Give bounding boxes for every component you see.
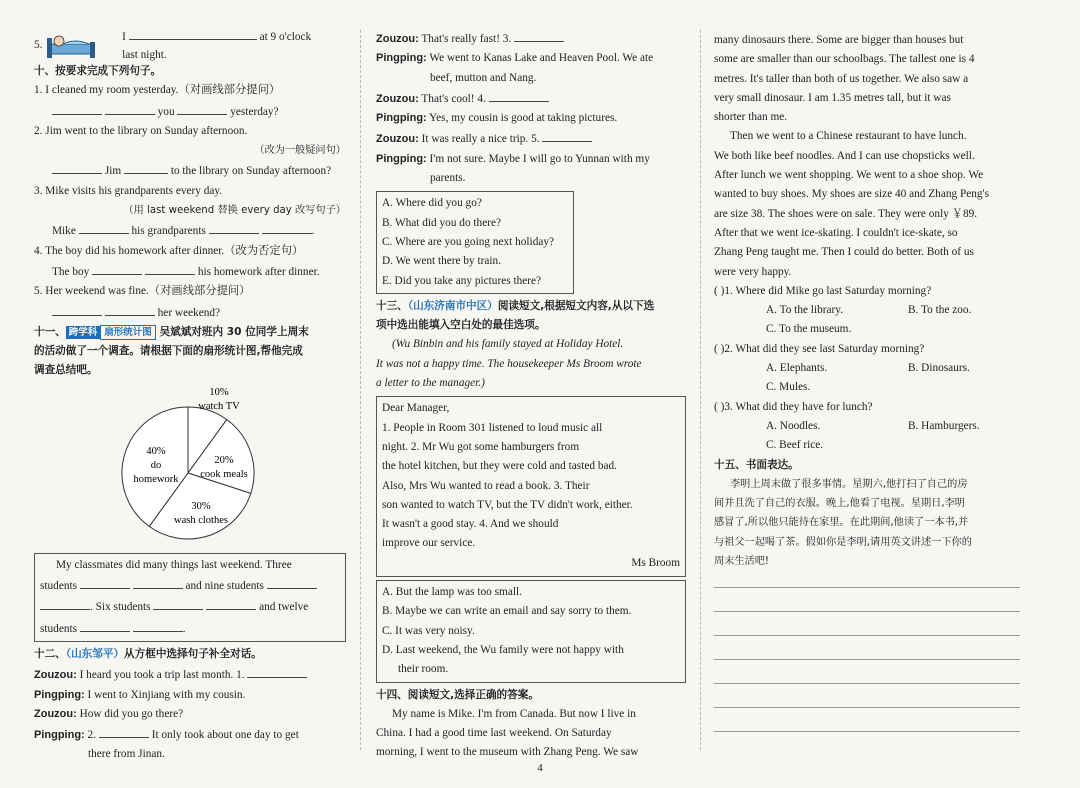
text: 十三、 [376, 299, 408, 312]
pie-label-cook-pct: 20% [214, 454, 234, 466]
text: The boy [52, 265, 90, 278]
pie-label-wash-pct: 30% [191, 500, 211, 512]
text: yesterday? [230, 105, 279, 118]
option: C. Where are you going next holiday? [382, 235, 555, 248]
option: C. It was very noisy. [382, 624, 475, 637]
mc-option[interactable]: C. Beef rice. [766, 439, 824, 452]
writing-line[interactable] [714, 708, 1020, 732]
mc-option[interactable]: A. Elephants. [766, 362, 828, 375]
passage-line: were very happy. [714, 265, 792, 278]
pie-label-cook: cook meals [200, 468, 248, 480]
sleeping-boy-icon [45, 30, 97, 60]
speaker: Zouzou: [376, 92, 419, 105]
pie-label-watch-tv: watch TV [198, 400, 240, 412]
speaker: Pingping: [376, 112, 427, 125]
answer-blank[interactable] [99, 724, 149, 738]
question-text: 3. Mike visits his grandparents every day. [34, 184, 223, 197]
text: and twelve [259, 601, 309, 614]
option: A. Where did you go? [382, 197, 482, 210]
writing-line[interactable] [714, 612, 1020, 636]
option: E. Did you take any pictures there? [382, 274, 542, 287]
text: My classmates did many things last weekend. Three [56, 558, 292, 571]
answer-blank[interactable] [80, 618, 130, 632]
mc-option[interactable]: B. Hamburgers. [908, 419, 980, 432]
letter-line: son wanted to watch TV, but the TV didn't work, either. [382, 498, 633, 511]
passage-line: many dinosaurs there. Some are bigger than houses but [714, 34, 964, 46]
speaker: Pingping: [34, 729, 85, 742]
cross-subject-tag: 跨学科 [66, 326, 101, 339]
letter-line: 1. People in Room 301 listened to loud music all [382, 421, 603, 434]
passage-line: morning, I went to the museum with Zhang Peng. We saw [376, 746, 639, 759]
pie-label-homework-pct: 40% [146, 445, 166, 457]
region-tag: （山东济南市中区） [407, 299, 498, 312]
column-right [714, 31, 1026, 732]
section-title: 十五、书面表达。 [714, 458, 799, 471]
text: I [122, 31, 126, 43]
letter-line: improve our service. [382, 537, 476, 550]
speaker: Pingping: [34, 688, 85, 701]
writing-line[interactable] [714, 660, 1020, 684]
pie-label-homework-do: do [150, 459, 162, 471]
answer-blank[interactable] [489, 88, 549, 102]
text: 十一、 [34, 325, 66, 338]
answer-blank[interactable] [542, 128, 592, 142]
passage-line: metres. It's taller than both of us together. We also saw a [714, 72, 969, 85]
text: We went to Kanas Lake and Heaven Pool. We ate [429, 52, 654, 65]
text: Jim [104, 165, 122, 178]
text: Yes, my cousin is good at taking pictures. [429, 112, 618, 125]
text: his homework after dinner. [197, 265, 320, 278]
letter-line: the hotel kitchen, but they were cold and tasted bad. [382, 460, 617, 473]
text: beef, mutton and Nang. [430, 71, 537, 84]
text: I'm not sure. Maybe I will go to Yunnan with my [429, 152, 650, 165]
text: to the library on Sunday afternoon? [170, 165, 332, 178]
pie-chart [34, 381, 346, 551]
writing-prompt: 周末生活吧! [714, 556, 770, 568]
text: I heard you took a trip last month. 1. [79, 669, 245, 682]
text: parents. [430, 172, 466, 185]
passage-line: After lunch we went shopping. We went to a shoe shop. We [714, 169, 984, 182]
text: I went to Xinjiang with my cousin. [87, 688, 246, 701]
text: you [157, 105, 175, 118]
pie-chart-tag: 扇形统计图 [100, 325, 156, 340]
section-title [34, 645, 346, 664]
answer-blank[interactable] [129, 26, 257, 40]
option: D. Last weekend, the Wu family were not happy with [382, 643, 624, 656]
intro-text: (Wu Binbin and his family stayed at Holiday Hotel. [392, 338, 624, 351]
text: 阅读短文,根据短文内容,从以下选 [497, 299, 655, 312]
answer-blank[interactable] [177, 101, 227, 115]
passage-line: We both like beef noodles. And I can use chopsticks well. [714, 149, 975, 162]
text: 从方框中选择句子补全对话。 [124, 647, 262, 660]
page-number: 4 [537, 762, 543, 774]
answer-blank[interactable] [105, 302, 155, 316]
mc-option[interactable]: A. To the library. [766, 304, 844, 317]
writing-line[interactable] [714, 684, 1020, 708]
text: 十二、 [34, 647, 66, 660]
writing-prompt: 间并且洗了自己的衣服。晚上,他看了电视。星期日,李明 [714, 498, 965, 510]
answer-blank[interactable] [40, 596, 90, 610]
writing-line[interactable] [714, 636, 1020, 660]
answer-blank[interactable] [145, 261, 195, 275]
answer-blank[interactable] [153, 596, 203, 610]
answer-blank[interactable] [80, 575, 130, 589]
option: A. But the lamp was too small. [382, 586, 522, 599]
pie-label-watch-tv-pct: 10% [209, 386, 229, 398]
options-box [376, 580, 686, 682]
answer-blank[interactable] [206, 596, 256, 610]
answer-blank[interactable] [247, 664, 307, 678]
letter-line: It wasn't a good stay. 4. And we should [382, 518, 559, 531]
answer-blank[interactable] [92, 261, 142, 275]
answer-blank[interactable] [52, 101, 102, 115]
passage-line: very small dinosaur. I am 1.35 metres tall, but it was [714, 91, 951, 104]
writing-line[interactable] [714, 571, 1020, 588]
writing-prompt: 感冒了,所以他只能待在家里。在此期间,他读了一本书,并 [714, 517, 969, 529]
passage-line: some are smaller than our schoolbags. The tallest one is 4 [714, 53, 975, 66]
passage-line: shorter than me. [714, 111, 788, 124]
writing-prompt: 与祖父一起喝了茶。假如你是李明,请用英文讲述一下你的 [714, 536, 972, 548]
column-middle [376, 28, 686, 763]
text: . Six students [90, 601, 151, 614]
section-title [376, 297, 686, 316]
text: and nine students [185, 580, 264, 593]
answer-blank[interactable] [52, 302, 102, 316]
answer-blank[interactable] [262, 220, 312, 234]
passage-line: After that we went ice-skating. I couldn't ice-skate, so [714, 226, 958, 239]
section-title: 十四、阅读短文,选择正确的答案。 [376, 688, 539, 701]
option: B. What did you do there? [382, 216, 502, 229]
text: students [40, 622, 78, 635]
option: B. Maybe we can write an email and say sorry to them. [382, 605, 632, 618]
passage-line: Zhang Peng taught me. Then I could do better. Both of us [714, 246, 974, 259]
mc-option[interactable]: B. Dinosaurs. [908, 362, 970, 375]
text: How did you go there? [79, 707, 184, 720]
answer-blank[interactable] [209, 220, 259, 234]
answer-blank[interactable] [133, 575, 183, 589]
option: their room. [398, 663, 449, 676]
column-divider [700, 30, 701, 750]
text: Mike [52, 225, 76, 238]
text: That's cool! 4. [421, 92, 486, 105]
letter-box [376, 396, 686, 577]
text: 吴斌斌对班内 30 位同学上周末 [159, 325, 309, 338]
summary-box: My classmates did many things last weekend. Three students and nine students . Six students and twelve students . [34, 553, 346, 642]
letter-line: Also, Mrs Wu wanted to read a book. 3. Their [382, 479, 590, 492]
intro-text: a letter to the manager.) [376, 377, 485, 390]
section-title: 十、按要求完成下列句子。 [34, 65, 162, 77]
text: last night. [122, 49, 167, 61]
answer-blank[interactable] [124, 160, 168, 174]
passage-line: are size 38. The shoes were on sale. They were only ￥89. [714, 207, 978, 220]
passage-line: wanted to buy shoes. My shoes are size 40 and Zhang Peng's [714, 188, 989, 201]
options-box [376, 191, 574, 293]
answer-blank[interactable] [79, 220, 129, 234]
region-tag: （山东邹平） [65, 647, 125, 660]
mc-question[interactable]: ( )1. Where did Mike go last Saturday morning? [714, 284, 932, 297]
question-number: 5. [34, 39, 43, 51]
section-text: 调查总结吧。 [34, 364, 98, 377]
section-text: 的活动做了一个调查。请根据下面的扇形统计图,帮他完成 [34, 345, 303, 358]
speaker: Zouzou: [376, 33, 419, 45]
mc-option[interactable]: A. Noodles. [766, 419, 821, 432]
text: there from Jinan. [88, 748, 165, 761]
instruction: （改为一般疑问句） [254, 145, 346, 157]
text: at 9 o'clock [259, 31, 312, 43]
mc-option[interactable]: C. Mules. [766, 381, 811, 394]
mc-option[interactable]: B. To the zoo. [908, 304, 972, 317]
answer-blank[interactable] [105, 101, 155, 115]
text: 2. [87, 729, 97, 742]
mc-option[interactable]: C. To the museum. [766, 323, 852, 336]
mc-question[interactable]: ( )3. What did they have for lunch? [714, 400, 873, 413]
instruction: （用 last weekend 替换 every day 改写句子） [123, 205, 346, 217]
letter-greeting: Dear Manager, [382, 402, 450, 415]
text: That's really fast! 3. [421, 33, 512, 45]
text: his grandparents [131, 225, 206, 238]
column-divider [360, 30, 361, 750]
question-text: 5. Her weekend was fine.（对画线部分提问） [34, 285, 251, 298]
option: D. We went there by train. [382, 255, 502, 268]
writing-prompt: 李明上周末做了很多事情。星期六,他打扫了自己的房 [730, 478, 968, 490]
speaker: Pingping: [376, 152, 427, 165]
section-title [34, 323, 346, 342]
pie-label-homework: homework [133, 473, 179, 485]
passage-line: Then we went to a Chinese restaurant to have lunch. [730, 130, 967, 143]
column-left: 5. I at 9 o'clock last night. 十、按要求完成下列句子。 1. I cleaned my room yesterday.（对画线部分提问） you yesterday? 2. Jim went to the library on Sunday afternoon. （改为一般疑问句） Jim to the library on Sunday afternoon? 3. Mike visits his grandparents every day. （用 last weekend 替换 every day 改写句子） Mike his grandparents . 4. The boy did his homework after dinner.（改为否定句） The boy his homework after dinner. 5. Her weekend was fine.（对画线部分提问） her weekend? 十一、 跨学科 扇形统计图 吴斌斌对班内 30 位同学上周末 的活动做了一个调查。请根据下面的扇形统计图,帮他完成 调查总结吧。 10% watch TV 20% cook meals 30% wash clothes 40% do homework My classmates did many things last weekend. Three students and nine students . Six students and twelve students . 十二、（山东邹平）从方框中选择句子补全对话。 Zouzou: I heard you took a trip last month. 1. Pingping: I went to Xinjiang with my cousin. Zouzou: How did you go there? Pingping: 2. It only took about one day to get there from Jinan. [34, 26, 346, 765]
answer-blank[interactable] [52, 160, 102, 174]
passage-line: China. I had a good time last weekend. On Saturday [376, 727, 612, 740]
answer-blank[interactable] [133, 618, 183, 632]
letter-signature: Ms Broom [631, 556, 680, 569]
question-text: 1. I cleaned my room yesterday.（对画线部分提问） [34, 84, 281, 97]
section-text: 项中选出能填入空白处的最佳选项。 [376, 319, 546, 332]
speaker: Zouzou: [34, 669, 77, 682]
writing-line[interactable] [714, 588, 1020, 612]
answer-blank[interactable] [514, 28, 564, 42]
letter-line: night. 2. Mr Wu got some hamburgers from [382, 440, 580, 453]
answer-blank[interactable] [267, 575, 317, 589]
speaker: Pingping: [376, 52, 427, 65]
text: students [40, 580, 78, 593]
question-text: 2. Jim went to the library on Sunday afternoon. [34, 124, 248, 137]
speaker: Zouzou: [34, 707, 77, 720]
pie-label-wash: wash clothes [174, 514, 228, 526]
mc-question[interactable]: ( )2. What did they see last Saturday morning? [714, 342, 925, 355]
text: her weekend? [157, 306, 221, 319]
intro-text: It was not a happy time. The housekeeper Ms Broom wrote [376, 357, 642, 370]
passage-line: My name is Mike. I'm from Canada. But now I live in [392, 707, 636, 720]
speaker: Zouzou: [376, 133, 419, 146]
text: It only took about one day to get [151, 729, 299, 742]
text: It was really a nice trip. 5. [421, 133, 540, 146]
question-text: 4. The boy did his homework after dinner.（改为否定句） [34, 244, 304, 257]
